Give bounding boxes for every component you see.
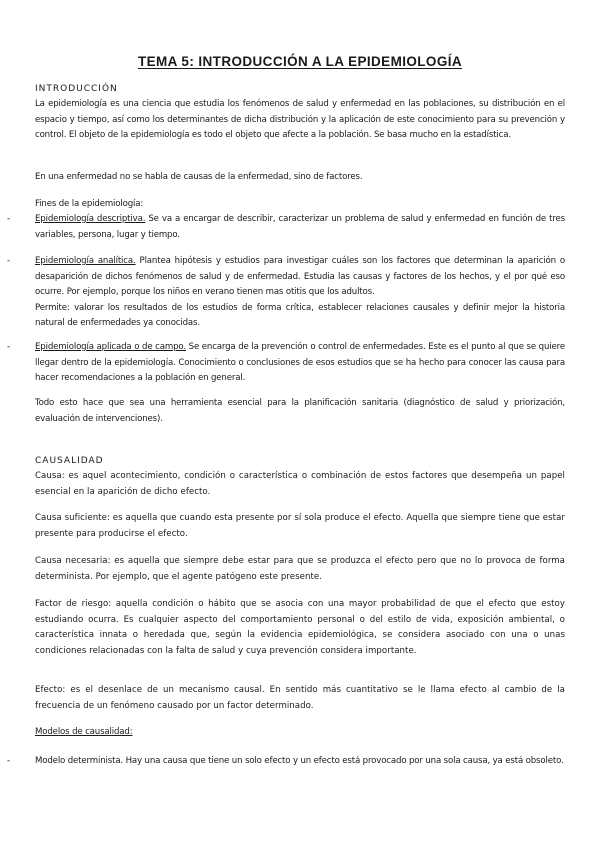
list-item bbox=[7, 340, 565, 387]
list-item bbox=[7, 254, 566, 332]
modelos-label: Modelos de causalidad: bbox=[35, 727, 133, 737]
tool-paragraph: Todo esto hace que sea una herramienta esencial para la planificación sanitaria (diagnóstico de salud y priorización, evaluación de intervenciones). bbox=[35, 398, 565, 424]
section-heading-causalidad: CAUSALIDAD bbox=[35, 456, 104, 466]
factors-paragraph: En una enfermedad no se habla de causas de la enfermedad, sino de factores. bbox=[35, 172, 363, 182]
factor-riesgo-paragraph: Factor de riesgo: aquella condición o hábito que se asocia con una mayor probabilidad de que el efecto que estoy estudiando ocurra. Es cualquier aspecto del comportamiento personal o del estilo de vida, exposición ambiental, o característica innata o heredada que, según la evidencia epidemiológica, se considera asociado con una o unas condiciones relacionadas con la falta de salud y cuya prevención considera importante. bbox=[35, 599, 565, 656]
causa-necesaria-paragraph: Causa necesaria: es aquella que siempre debe estar para que se produzca el efecto pero que no lo provoca de forma determinista. Por ejemplo, que el agente patógeno este presente. bbox=[35, 556, 565, 582]
intro-paragraph: La epidemiología es una ciencia que estudia los fenómenos de salud y enfermedad en las poblaciones, su distribución en el espacio y tiempo, así como los determinantes de dicha distribución y la aplicación de este conocimiento para su prevención y control. El objeto de la epidemiología es todo el objeto que afecte a la población. Se basa mucho en la estadística. bbox=[35, 99, 565, 141]
list-dash: - bbox=[7, 756, 10, 766]
causa-paragraph: Causa: es aquel acontecimiento, condición o característica o combinación de estos factores que desempeña un papel esencial en la aparición de dicho efecto. bbox=[35, 471, 565, 497]
list-item-text: Se va a encargar de describir, caracterizar un problema de salud y enfermedad en función de tres variables, persona, lugar y tiempo. bbox=[35, 214, 565, 240]
list-item-text: Plantea hipótesis y estudios para investigar cuáles son los factores que determinan la aparición o desaparición de dichos fenómenos de salud y de enfermedad. Estudia las causas y factores de los hechos, y el por qué eso ocurre. Por ejemplo, porque los niños en verano tienen mas otitis que los adultos. bbox=[35, 256, 566, 298]
list-item-text: Modelo determinista. Hay una causa que tiene un solo efecto y un efecto está provocado por una sola causa, ya está obsoleto. bbox=[35, 756, 564, 766]
list-item-term: Epidemiología analítica. bbox=[35, 256, 136, 266]
list-item-extra: Permite: valorar los resultados de los estudios de forma crítica, establecer relaciones causales y definir mejor la historia natural de enfermedades ya conocidas. bbox=[35, 302, 565, 329]
list-item-text: Se encarga de la prevención o control de enfermedades. Este es el punto al que se quiere llegar dentro de la epidemiología. Conocimiento o conclusiones de esos estudios que se ha hecho para conocer las causa para hacer recomendaciones a la población en general. bbox=[35, 342, 565, 384]
list-item-term: Epidemiología descriptiva. bbox=[35, 214, 146, 224]
list-dash: - bbox=[7, 342, 10, 352]
list-item bbox=[7, 754, 565, 770]
list-dash: - bbox=[7, 256, 10, 266]
causa-suficiente-paragraph: Causa suficiente: es aquella que cuando esta presente por sí sola produce el efecto. Aquella que siempre tiene que estar presente para producirse el efecto. bbox=[35, 513, 565, 539]
section-heading-introduccion: INTRODUCCIÓN bbox=[35, 84, 118, 94]
fines-label: Fines de la epidemiología: bbox=[35, 199, 144, 209]
list-item-term: Epidemiología aplicada o de campo. bbox=[35, 342, 186, 352]
list-dash: - bbox=[7, 214, 10, 224]
page-title: TEMA 5: INTRODUCCIÓN A LA EPIDEMIOLOGÍA bbox=[137, 54, 463, 69]
list-item bbox=[7, 212, 565, 243]
efecto-paragraph: Efecto: es el desenlace de un mecanismo causal. En sentido más cuantitativo se le llama efecto al cambio de la frecuencia de un fenómeno causado por un factor determinado. bbox=[35, 685, 565, 711]
